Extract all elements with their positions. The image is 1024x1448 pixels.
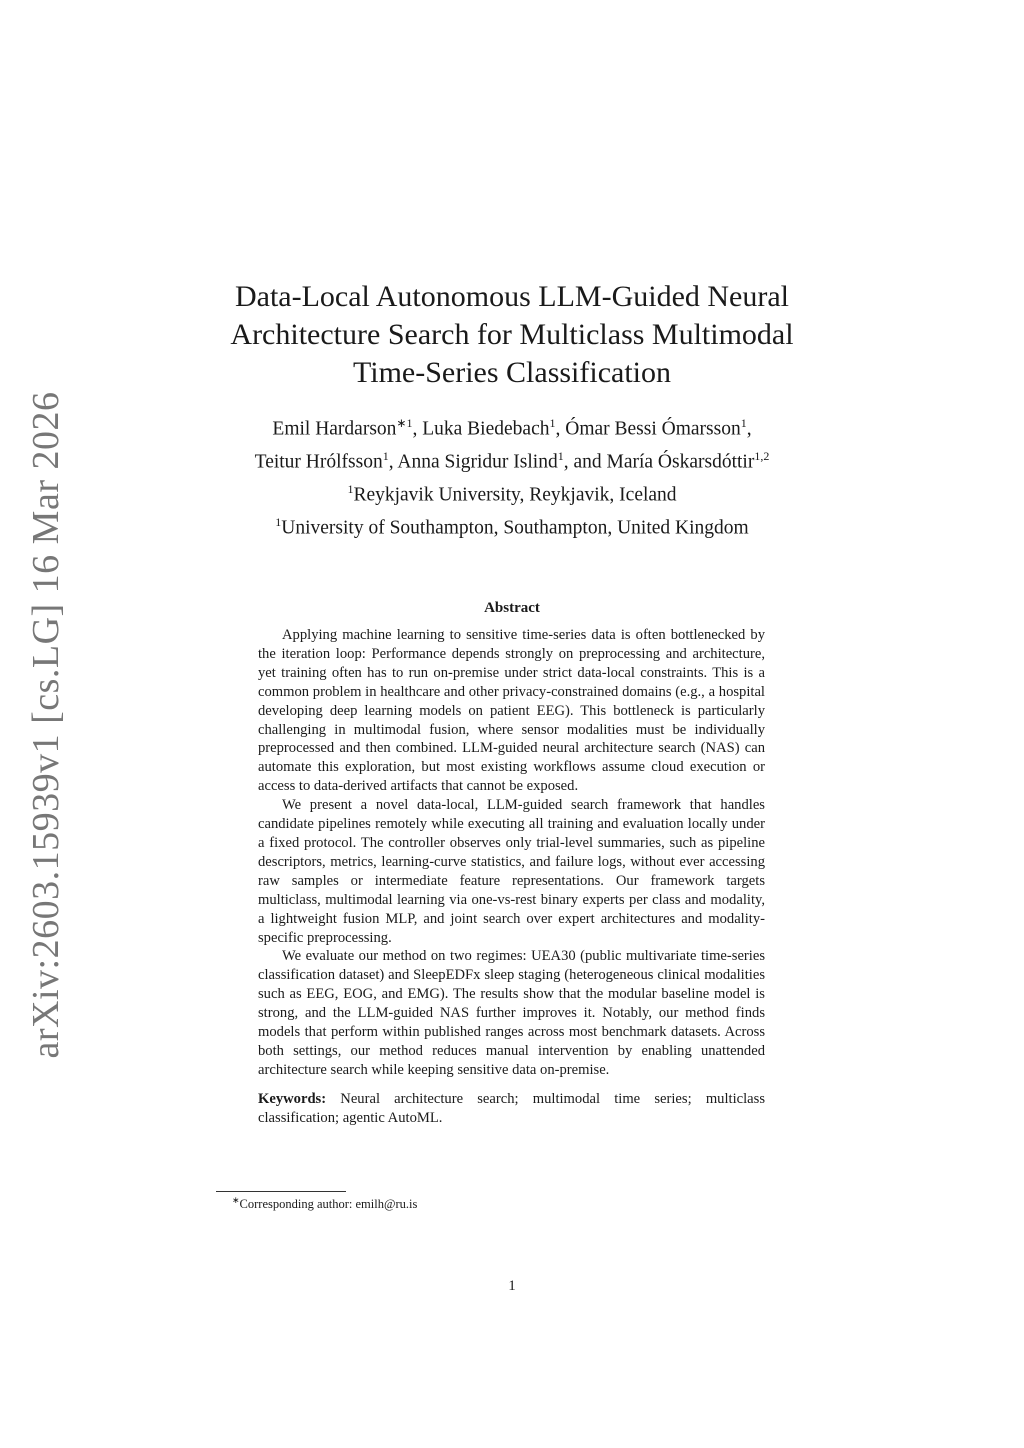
author-name: , Anna Sigridur Islind [388,451,558,472]
author-superscript: 1 [740,416,747,430]
abstract-body [258,626,765,1128]
author-line-1 [0,410,1024,443]
footnote-rule [216,1191,346,1192]
author-separator: , [746,418,752,440]
author-name: , Luka Biedebach [412,418,550,440]
author-name: , Ómar Bessi Ómarsson [555,418,741,440]
corresponding-author-footnote [232,1195,417,1212]
affiliation-list [0,476,1024,541]
author-superscript: ∗1 [396,416,413,430]
keywords [258,1090,765,1128]
abstract-paragraph: We present a novel data-local, LLM-guided search framework that handles candidate pipelines remotely while executing all training and evaluation locally under a fixed protocol. The controller observes only trial-level summaries, such as pipeline descriptors, metrics, learning-curve statistics, and failure logs, without ever accessing raw samples or intermediate feature representations. Our framework targets multiclass, multimodal learning via one-vs-rest binary experts per class and modality, a lightweight fusion MLP, and joint search over expert architectures and modality-specific preprocessing. [258,797,765,946]
affiliation [0,509,1024,542]
arxiv-identifier-stamp: arXiv:2603.15939v1 [cs.LG] 16 Mar 2026 [25,391,67,1059]
page-number: 1 [508,1278,516,1294]
author-name: Teitur Hrólfsson [254,451,383,472]
author-superscript: 1 [549,416,556,430]
footnote-text: Corresponding author: emilh@ru.is [239,1197,418,1212]
title-line: Architecture Search for Multiclass Multimodal [230,318,794,351]
footnote-marker: ∗ [232,1195,240,1205]
paper-title [0,278,1024,392]
affiliation-superscript: 1 [275,514,282,529]
keywords-label: Keywords: [258,1090,327,1107]
author-superscript: 1,2 [754,448,770,463]
affiliation-superscript: 1 [347,482,354,496]
abstract-paragraph: Applying machine learning to sensitive time-series data is often bottlenecked by the iteration loop: Performance depends strongly on preprocessing and architecture, yet training often has to run on-premise under strict data-local constraints. This is a common problem in healthcare and other privacy-constrained domains (e.g., a hospital developing deep learning models on patient EEG). This bottleneck is particularly challenging in multimodal fusion, where sensor modalities must be individually preprocessed and then combined. LLM-guided neural architecture search (NAS) can automate this exploration, but most existing workflows assume cloud execution or access to data-derived artifacts that cannot be exposed. [258,627,765,795]
author-superscript: 1 [382,448,389,463]
affiliation-text: University of Southampton, Southampton, United Kingdom [281,517,749,538]
keywords-text: Neural architecture search; multimodal time series; multiclass classification; agentic AutoML. [258,1090,765,1126]
title-line: Time-Series Classification [352,356,672,389]
author-name: Emil Hardarson [272,418,397,440]
title-line: Data-Local Autonomous LLM-Guided Neural [234,280,790,313]
author-superscript: 1 [557,448,564,463]
abstract-heading: Abstract [484,600,540,616]
affiliation-text: Reykjavik University, Reykjavik, Iceland [353,484,677,506]
author-list [0,410,1024,475]
author-line-2 [0,443,1024,476]
affiliation [0,476,1024,509]
author-name: , and María Óskarsdóttir [563,451,755,472]
abstract-paragraph: We evaluate our method on two regimes: UEA30 (public multivariate time-series classification dataset) and SleepEDFx sleep staging (heterogeneous clinical modalities such as EEG, EOG, and EMG). The results show that the modular baseline model is strong, and the LLM-guided NAS further improves it. Notably, our method finds models that perform within published ranges across most benchmark datasets. Across both settings, our method reduces manual intervention by enabling unattended architecture search while keeping sensitive data on-premise. [258,948,765,1078]
